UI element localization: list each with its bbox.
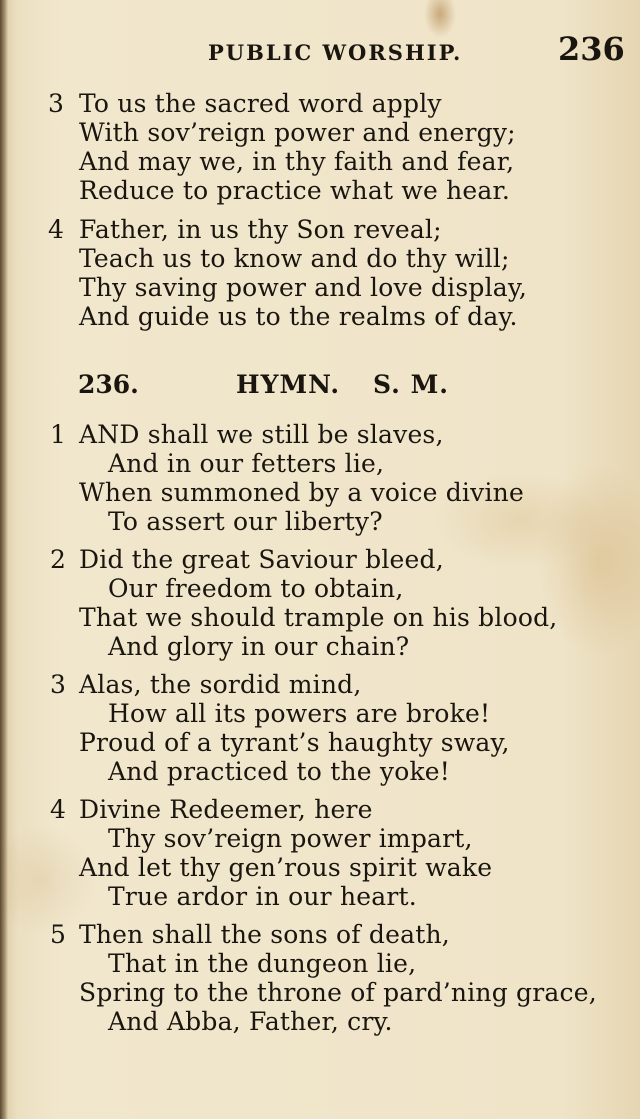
hymn-heading — [0, 370, 640, 404]
verse-line: When summoned by a voice divine — [79, 478, 524, 507]
verse-line: How all its powers are broke! — [108, 699, 491, 728]
verse-line: To assert our liberty? — [108, 507, 383, 536]
stanza-number: 3 — [48, 89, 64, 118]
verse-line: And let thy gen’rous spirit wake — [79, 853, 493, 882]
page-spine-edge — [0, 0, 8, 1119]
stanza-number: 3 — [50, 670, 66, 699]
page-number: 236 — [558, 30, 625, 68]
verse-line: And in our fetters lie, — [108, 449, 385, 478]
stanza-number: 5 — [50, 920, 66, 949]
verse-line: And practiced to the yoke! — [108, 757, 451, 786]
verse-line: Reduce to practice what we hear. — [79, 176, 511, 205]
verse-line: And glory in our chain? — [108, 632, 410, 661]
verse-line: With sov’reign power and energy; — [79, 118, 516, 147]
verse-line: That we should trample on his blood, — [79, 603, 558, 632]
stanza-number: 2 — [50, 545, 66, 574]
verse-line: AND shall we still be slaves, — [79, 420, 444, 449]
verse-line: And may we, in thy faith and fear, — [79, 147, 515, 176]
page-header — [0, 28, 640, 76]
verse-line: Divine Redeemer, here — [79, 795, 373, 824]
verse-line: Did the great Saviour bleed, — [79, 545, 444, 574]
verse-line: Teach us to know and do thy will; — [79, 244, 510, 273]
verse-line: That in the dungeon lie, — [108, 949, 417, 978]
verse-line: Proud of a tyrant’s haughty sway, — [79, 728, 510, 757]
running-head: PUBLIC WORSHIP. — [208, 40, 463, 65]
hymn-number: 236. — [78, 370, 139, 399]
verse-line: True ardor in our heart. — [108, 882, 417, 911]
verse-line: Father, in us thy Son reveal; — [79, 215, 442, 244]
hymn-meter: S. M. — [373, 370, 449, 399]
stanza-number: 4 — [48, 215, 64, 244]
verse-line: Spring to the throne of pard’ning grace, — [79, 978, 597, 1007]
verse-line: Our freedom to obtain, — [108, 574, 404, 603]
verse-line: Thy sov’reign power impart, — [108, 824, 473, 853]
verse-line: To us the sacred word apply — [79, 89, 442, 118]
verse-line: And guide us to the realms of day. — [79, 302, 518, 331]
verse-line: And Abba, Father, cry. — [108, 1007, 393, 1036]
verse-line: Then shall the sons of death, — [79, 920, 450, 949]
verse-line: Thy saving power and love display, — [79, 273, 528, 302]
verse-line: Alas, the sordid mind, — [79, 670, 362, 699]
hymn-label: HYMN. — [236, 370, 341, 399]
stanza-number: 4 — [50, 795, 66, 824]
stanza-number: 1 — [50, 420, 66, 449]
